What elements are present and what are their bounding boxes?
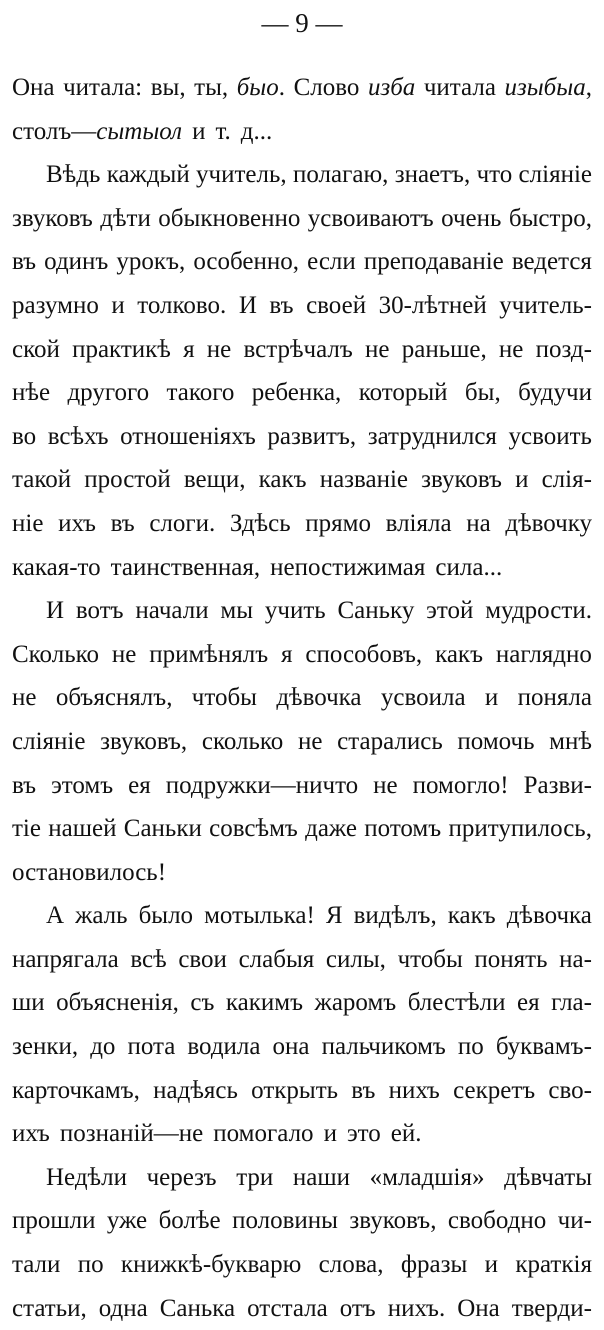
- word: ихъ: [12, 1120, 50, 1148]
- word: въ: [12, 248, 37, 276]
- word: мотылька!: [204, 902, 315, 930]
- text-line: [12, 1025, 592, 1069]
- word: усвоиваютъ: [307, 204, 434, 232]
- word: до: [90, 1033, 116, 1061]
- word: дѣвчаты: [504, 1163, 592, 1191]
- word: поняла: [517, 684, 592, 712]
- word: всѣхъ: [47, 422, 109, 450]
- word: разумно: [12, 291, 99, 319]
- word: И: [238, 291, 257, 319]
- word: въ: [110, 509, 135, 537]
- word: Слово: [293, 74, 360, 101]
- word: вліяла: [385, 509, 452, 537]
- word: и: [192, 117, 206, 145]
- word: одна: [98, 1294, 148, 1322]
- word: каждый: [106, 161, 190, 189]
- text-line: [12, 981, 592, 1025]
- word: не: [373, 771, 398, 799]
- word: одинъ: [44, 248, 109, 276]
- word: не: [12, 684, 37, 712]
- word: секретъ: [453, 1076, 536, 1104]
- body-text: [12, 66, 592, 1330]
- word: зенки,: [12, 1033, 79, 1061]
- word: помочь: [457, 727, 535, 755]
- word: сліяніе: [12, 727, 86, 755]
- word: начали: [135, 597, 209, 625]
- word: наши: [292, 1163, 351, 1191]
- word: три: [236, 1163, 274, 1191]
- word: ты,: [194, 74, 229, 101]
- word: А: [46, 902, 65, 930]
- word: по: [77, 1251, 104, 1279]
- word: помогало: [213, 1120, 314, 1148]
- word: ской: [12, 335, 60, 363]
- word: Здѣсь: [229, 509, 291, 537]
- word: урокъ,: [116, 248, 186, 276]
- word: свои: [178, 945, 227, 973]
- word: И: [46, 597, 65, 625]
- word: д...: [240, 117, 273, 145]
- word: что: [476, 161, 513, 189]
- word: гла-: [551, 989, 592, 1017]
- word: тверди-: [511, 1294, 592, 1322]
- text-line: [12, 938, 592, 982]
- word: вы,: [150, 74, 186, 101]
- word: не: [365, 335, 390, 363]
- word: дѣвочка: [506, 902, 592, 930]
- word: не: [206, 335, 232, 363]
- word: чтобы: [397, 945, 463, 973]
- word: Вѣдь: [46, 161, 101, 189]
- word: на: [466, 509, 491, 537]
- word: примѣнялъ: [149, 640, 269, 668]
- word: этомъ: [51, 771, 114, 799]
- word: «младшія»: [369, 1163, 485, 1191]
- text-line: [12, 1287, 592, 1330]
- word: въ: [351, 1076, 376, 1104]
- word: усвоила: [380, 684, 466, 712]
- word: прошли: [12, 1207, 96, 1235]
- word: звуковъ,: [349, 1207, 437, 1235]
- word: способовъ,: [305, 640, 423, 668]
- word: Она: [12, 74, 55, 101]
- text-line: [12, 676, 592, 720]
- text-line: [12, 284, 592, 328]
- word: по: [457, 1033, 484, 1061]
- word: особенно,: [193, 248, 300, 276]
- word: силы,: [325, 945, 386, 973]
- word: звуковъ,: [100, 727, 188, 755]
- word: какимъ: [225, 989, 304, 1017]
- word: слабыя: [238, 945, 315, 973]
- word: на-: [559, 945, 592, 973]
- word: черезъ: [146, 1163, 217, 1191]
- word: старались: [337, 727, 443, 755]
- word: въ: [12, 771, 37, 799]
- word: ши: [12, 989, 45, 1017]
- word: потомъ: [364, 815, 442, 843]
- word: и: [323, 1120, 337, 1148]
- word: жаль: [75, 902, 128, 930]
- text-line: [12, 328, 592, 372]
- text-line: [12, 153, 592, 197]
- word: блестѣли: [407, 989, 506, 1017]
- word: ребенка,: [251, 379, 342, 407]
- word: практикѣ: [72, 335, 171, 363]
- word: какъ: [447, 902, 496, 930]
- word: быстро,: [508, 204, 592, 232]
- word: книжкѣ-букварю: [120, 1251, 302, 1279]
- word: слова,: [318, 1251, 384, 1279]
- word: другого: [67, 379, 150, 407]
- word: ей.: [390, 1120, 422, 1148]
- text-line: [12, 66, 592, 110]
- text-line: [12, 1112, 592, 1156]
- word: отъ: [339, 1294, 376, 1322]
- word: знаетъ,: [394, 161, 471, 189]
- word: я: [183, 335, 195, 363]
- word: таинственная,: [110, 553, 261, 581]
- word: надѣясь: [153, 1076, 238, 1104]
- text-line: [12, 633, 592, 677]
- text-line: [12, 1069, 592, 1113]
- word: своей: [306, 291, 367, 319]
- word: тали: [12, 1251, 61, 1279]
- word: такой: [12, 466, 72, 494]
- word: очень: [441, 204, 502, 232]
- word: слоги.: [149, 509, 216, 537]
- word: я: [281, 640, 293, 668]
- word: ея: [516, 989, 540, 1017]
- word: затруднился: [367, 422, 497, 450]
- text-line: [12, 764, 592, 808]
- word: развитъ,: [267, 422, 357, 450]
- word: изыбыа,: [504, 74, 592, 101]
- word: совсѣмъ: [209, 815, 298, 843]
- word: если: [307, 248, 356, 276]
- word: свободно: [447, 1207, 547, 1235]
- word: пота: [127, 1033, 176, 1061]
- word: нѣе: [12, 379, 51, 407]
- text-line: [12, 894, 592, 938]
- word: познаній—не: [59, 1120, 204, 1148]
- word: звуковъ: [421, 466, 502, 494]
- word: дѣвочка: [276, 684, 362, 712]
- word: нашей: [48, 815, 117, 843]
- text-line: [12, 502, 592, 546]
- text-line: [12, 197, 592, 241]
- word: отстала: [247, 1294, 328, 1322]
- word: этой: [426, 597, 474, 625]
- word: сила...: [435, 553, 503, 581]
- word: ея: [128, 771, 151, 799]
- word: нихъ.: [387, 1294, 446, 1322]
- word: отношеніяхъ: [120, 422, 256, 450]
- word: позд-: [535, 335, 592, 363]
- word: чтобы: [191, 684, 257, 712]
- word: столъ—сытыол: [12, 117, 183, 145]
- word: вещи,: [183, 466, 246, 494]
- word: жаромъ: [314, 989, 397, 1017]
- word: понять: [474, 945, 548, 973]
- word: мудрости.: [485, 597, 592, 625]
- word: половины: [232, 1207, 338, 1235]
- word: такого: [166, 379, 235, 407]
- word: чи-: [557, 1207, 592, 1235]
- text-line: [12, 589, 592, 633]
- word: Саньку: [337, 597, 415, 625]
- word: т.: [215, 117, 231, 145]
- word: преподаваніе: [363, 248, 504, 276]
- word: притупилось,: [448, 815, 592, 843]
- word: не: [297, 727, 323, 755]
- word: съ: [190, 989, 215, 1017]
- word: слія-: [541, 466, 592, 494]
- word: буквамъ-: [495, 1033, 592, 1061]
- word: названіе: [319, 466, 409, 494]
- word: который: [358, 379, 448, 407]
- word: статьи,: [12, 1294, 87, 1322]
- word: наглядно: [495, 640, 592, 668]
- word: тіе: [12, 815, 41, 843]
- word: краткія: [515, 1251, 592, 1279]
- word: помогло!: [412, 771, 509, 799]
- word: Сколько: [12, 640, 99, 668]
- word: и: [484, 684, 499, 712]
- word: открыть: [251, 1076, 339, 1104]
- word: мы: [220, 597, 254, 625]
- text-line: [12, 1243, 592, 1287]
- word: усвоить: [508, 422, 592, 450]
- word: въ: [269, 291, 294, 319]
- word: дѣти: [100, 204, 151, 232]
- word: объяснялъ,: [55, 684, 173, 712]
- text-line: [12, 240, 592, 284]
- word: учить: [264, 597, 326, 625]
- word: изба: [367, 74, 416, 101]
- word: болѣе: [158, 1207, 221, 1235]
- word: обыкновенно: [158, 204, 301, 232]
- text-line: [12, 1156, 592, 1200]
- word: не: [498, 335, 524, 363]
- word: учитель,: [196, 161, 287, 189]
- word: уже: [106, 1207, 148, 1235]
- word: читала:: [63, 74, 143, 101]
- word: нихъ: [388, 1076, 440, 1104]
- word: бы,: [464, 379, 501, 407]
- word: она: [272, 1033, 310, 1061]
- text-line: [12, 1199, 592, 1243]
- word: какая-то: [12, 553, 101, 581]
- word: какъ: [258, 466, 307, 494]
- word: 30-лѣтней: [378, 291, 487, 319]
- word: сколько: [201, 727, 284, 755]
- word: раньше,: [401, 335, 487, 363]
- word: водила: [187, 1033, 261, 1061]
- word: напрягала: [12, 945, 119, 973]
- text-line: [12, 851, 592, 895]
- word: ніе: [12, 509, 44, 537]
- word: даже: [305, 815, 357, 843]
- word: Недѣли: [46, 1163, 127, 1191]
- text-line: [12, 110, 592, 154]
- word: звуковъ: [12, 204, 93, 232]
- word: вотъ: [75, 597, 124, 625]
- word: всѣ: [130, 945, 167, 973]
- word: ведется: [511, 248, 592, 276]
- text-line: [12, 458, 592, 502]
- word: толково.: [137, 291, 227, 319]
- word: будучи: [518, 379, 592, 407]
- word: дѣвочку: [505, 509, 592, 537]
- page-number: — 9 —: [261, 8, 343, 38]
- word: какъ: [435, 640, 483, 668]
- word: и: [111, 291, 125, 319]
- word: непостижимая: [270, 553, 426, 581]
- word: Санька: [159, 1294, 236, 1322]
- word: сво-: [548, 1076, 592, 1104]
- word: Разви-: [523, 771, 592, 799]
- text-line: [12, 371, 592, 415]
- word: не: [111, 640, 137, 668]
- word: было: [138, 902, 194, 930]
- word: прямо: [305, 509, 371, 537]
- word: встрѣчалъ: [243, 335, 353, 363]
- word: пальчикомъ: [321, 1033, 446, 1061]
- word: во: [12, 422, 37, 450]
- word: фразы: [400, 1251, 468, 1279]
- word: Она: [457, 1294, 500, 1322]
- text-line: [12, 720, 592, 764]
- word: учитель-: [499, 291, 592, 319]
- word: остановилось!: [12, 858, 167, 886]
- word: полагаю,: [292, 161, 389, 189]
- word: объясненія,: [56, 989, 179, 1017]
- text-line: [12, 807, 592, 851]
- word: Я: [325, 902, 343, 930]
- word: и: [484, 1251, 499, 1279]
- word: видѣлъ,: [353, 902, 437, 930]
- word: читала: [423, 74, 496, 101]
- word: и: [515, 466, 529, 494]
- word: простой: [84, 466, 171, 494]
- text-line: [12, 546, 592, 590]
- word: карточкамъ,: [12, 1076, 140, 1104]
- word: быо.: [236, 74, 285, 101]
- text-line: [12, 415, 592, 459]
- word: это: [346, 1120, 381, 1148]
- word: ихъ: [58, 509, 96, 537]
- word: сліяніе: [518, 161, 592, 189]
- word: мнѣ: [549, 727, 592, 755]
- word: подружки—ничто: [165, 771, 359, 799]
- word: Саньки: [123, 815, 202, 843]
